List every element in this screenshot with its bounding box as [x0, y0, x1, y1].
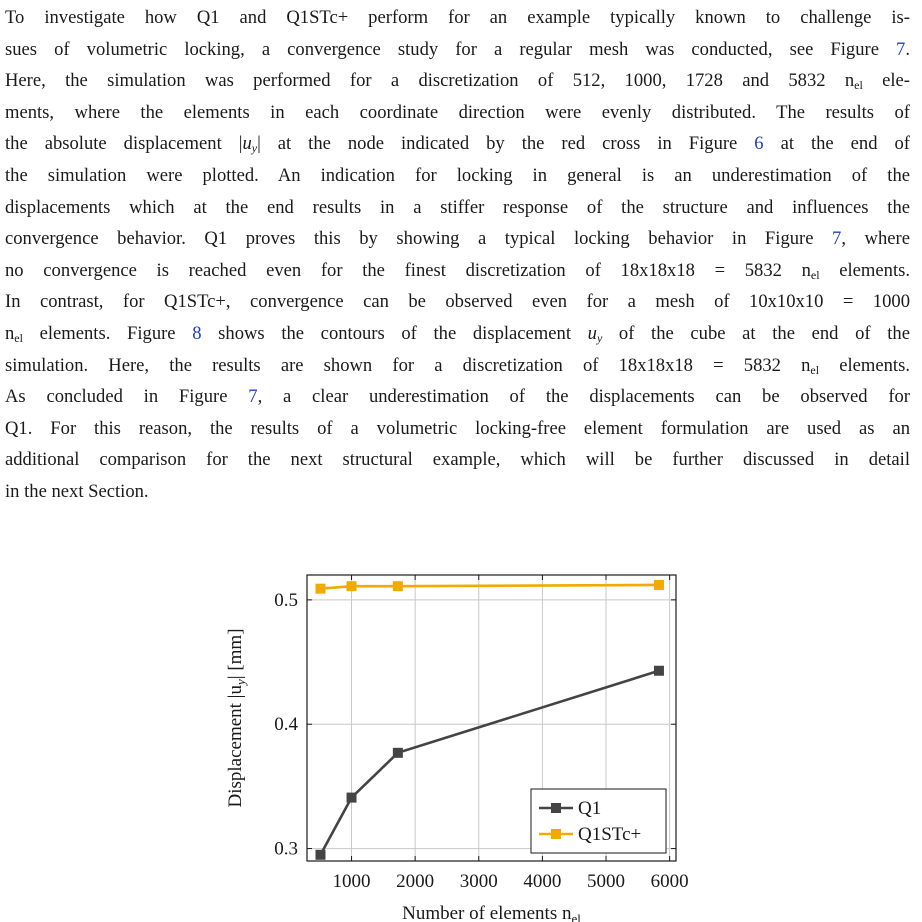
legend-label: Q1 — [578, 798, 602, 819]
text-line — [5, 97, 910, 129]
legend-marker — [551, 803, 561, 813]
data-point-marker — [654, 666, 664, 676]
figure-7-chart — [215, 568, 715, 922]
data-point-marker — [315, 850, 325, 860]
symbol-n: n — [801, 259, 811, 281]
text-line — [5, 413, 910, 445]
text-line — [5, 444, 910, 476]
text-line — [5, 128, 910, 160]
data-point-marker — [347, 793, 357, 803]
text-line — [5, 286, 910, 318]
data-point-marker — [393, 748, 403, 758]
element-count-symbol — [801, 355, 819, 376]
text-line — [5, 2, 910, 34]
y-axis-label-text: Displacement |u — [225, 685, 246, 808]
body-paragraph — [5, 2, 910, 508]
text-run: To investigate how Q1 and Q1STc+ perform for an example typically known to challenge is- — [5, 7, 910, 28]
symbol-subscript: el — [854, 78, 863, 93]
text-run: , a clear underestimation of the displacements can be observed for — [257, 386, 910, 408]
convergence-plot — [215, 568, 715, 922]
text-run: elements. — [819, 259, 910, 281]
symbol-subscript: el — [810, 362, 820, 377]
math-subscript: y — [251, 141, 258, 156]
element-count-symbol — [845, 70, 863, 91]
x-axis-label-subscript: el — [571, 911, 581, 922]
text-run: elements. Figure — [22, 322, 193, 344]
text-line — [5, 318, 910, 350]
x-tick-label: 4000 — [523, 871, 562, 892]
text-line — [5, 160, 910, 192]
legend-label: Q1STc+ — [578, 824, 642, 845]
text-run: In contrast, for Q1STc+, convergence can be observed even for a mesh of 10x10x10 = 1000 — [5, 291, 910, 313]
x-tick-label: 3000 — [459, 871, 498, 892]
x-axis-label-text: Number of elements n — [402, 903, 572, 922]
figure-reference-link[interactable]: 7 — [248, 386, 258, 408]
x-tick-label: 2000 — [396, 871, 435, 892]
math-symbol: u — [587, 322, 597, 344]
text-run: ments, where the elements in each coordinate direction were evenly distributed. The results of — [5, 101, 910, 123]
text-run: displacements which at the end results in a stiffer response of the structure and influences the — [5, 196, 910, 218]
text-run: at the end of — [763, 133, 910, 155]
text-run: , where — [841, 228, 910, 250]
symbol-n: n — [844, 70, 855, 92]
text-line — [5, 223, 910, 255]
text-run: additional comparison for the next structural example, which will be further discussed in detail — [5, 449, 910, 471]
text-run: | at the node indicated by the red cross in Figure — [257, 133, 755, 155]
symbol-subscript: el — [14, 330, 23, 345]
y-tick-label: 0.3 — [274, 838, 298, 860]
data-point-marker — [315, 584, 325, 594]
symbol-n: n — [801, 354, 811, 376]
text-run: the absolute displacement | — [5, 133, 243, 155]
text-run: elements. — [819, 354, 910, 376]
data-point-marker — [393, 581, 403, 591]
figure-reference-link[interactable]: 6 — [754, 133, 764, 155]
element-count-symbol — [802, 260, 820, 281]
text-run: Here, the simulation was performed for a discretization of 512, 1000, 1728 and 5832 — [5, 70, 845, 92]
series-line-2 — [320, 585, 658, 589]
y-axis-label — [225, 628, 248, 807]
y-tick-label: 0.5 — [274, 589, 298, 611]
y-axis-label-subscript: y — [233, 679, 248, 686]
data-point-marker — [347, 581, 357, 591]
y-axis-label-tail: | [mm] — [225, 628, 246, 680]
text-run: the simulation were plotted. An indication for locking in general is an underestimation of the — [5, 164, 910, 186]
text-run: in the next Section. — [5, 480, 149, 502]
y-tick-label: 0.4 — [274, 714, 298, 736]
symbol-subscript: el — [810, 267, 820, 282]
text-line — [5, 34, 910, 66]
text-run: As concluded in Figure — [5, 386, 249, 408]
text-line — [5, 192, 910, 224]
math-subscript: y — [596, 330, 603, 345]
x-tick-label: 6000 — [650, 871, 689, 892]
x-tick-label: 1000 — [332, 871, 371, 892]
legend-marker — [551, 829, 561, 839]
text-run: of the cube at the end of the — [602, 322, 910, 344]
text-run: no convergence is reached even for the finest discretization of 18x18x18 = 5832 — [5, 259, 802, 281]
text-run: shows the contours of the displacement — [201, 322, 588, 344]
text-run: Q1. For this reason, the results of a volumetric locking-free element formulation are used as an — [5, 417, 910, 439]
math-symbol: u — [242, 133, 252, 155]
figure-reference-link[interactable]: 8 — [192, 322, 202, 344]
text-line — [5, 65, 910, 97]
text-run: ele- — [862, 70, 911, 92]
text-line — [5, 255, 910, 287]
figure-reference-link[interactable]: 7 — [896, 38, 906, 60]
text-run: convergence behavior. Q1 proves this by showing a typical locking behavior in Figure — [5, 228, 833, 250]
text-run: sues of volumetric locking, a convergence study for a regular mesh was conducted, see Figure — [5, 38, 897, 60]
figure-reference-link[interactable]: 7 — [832, 228, 842, 250]
text-line — [5, 381, 910, 413]
text-line — [5, 476, 910, 508]
data-point-marker — [654, 580, 664, 590]
x-axis-label — [402, 903, 581, 922]
text-line — [5, 350, 910, 382]
x-tick-label: 5000 — [587, 871, 626, 892]
symbol-n: n — [5, 322, 15, 344]
element-count-symbol — [5, 323, 23, 344]
text-run: simulation. Here, the results are shown for a discretization of 18x18x18 = 5832 — [5, 354, 802, 376]
text-run: . — [905, 38, 910, 60]
